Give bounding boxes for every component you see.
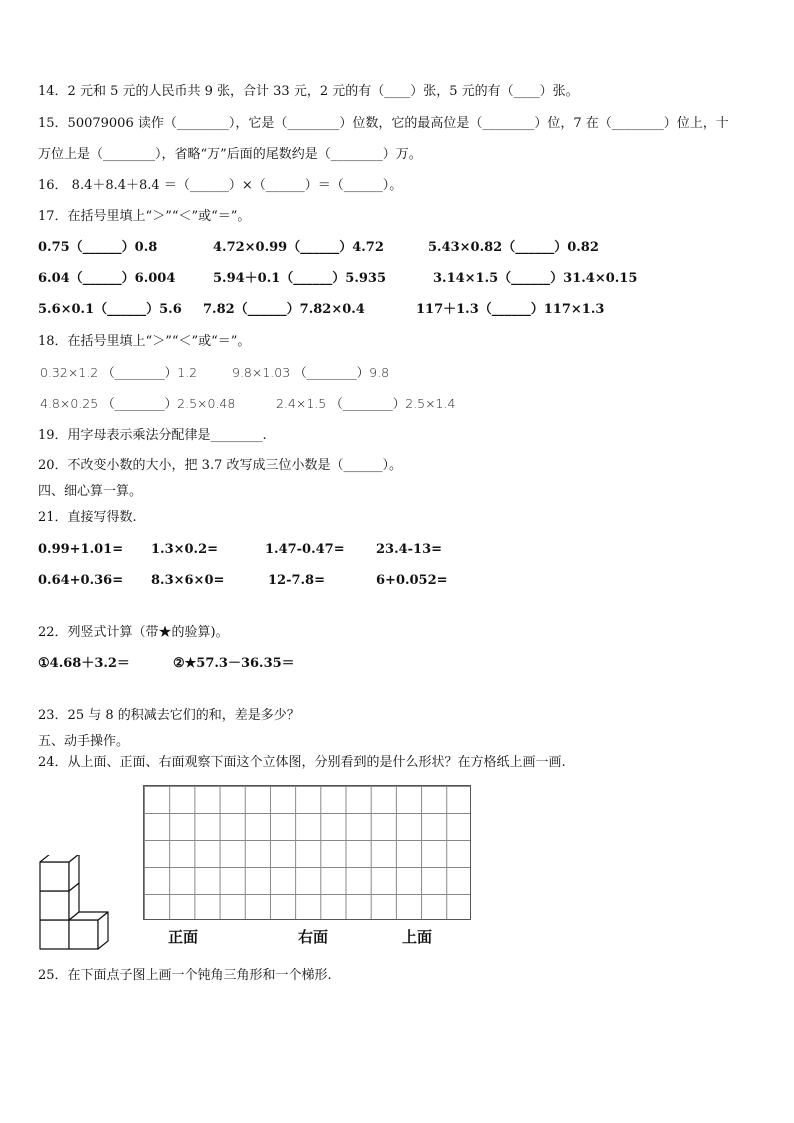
- question-14: 14．2 元和 5 元的人民币共 9 张，合计 33 元，2 元的有（____）张，5 元的有（____）张。: [38, 84, 579, 99]
- square-grid-paper[interactable]: [143, 785, 471, 920]
- q21-item: 1.3×0.2=: [151, 542, 219, 557]
- q17-item: 3.14×1.5（______）31.4×0.15: [433, 271, 638, 286]
- q18-item: 9.8×1.03 （________）9.8: [232, 365, 390, 380]
- question-25: 25．在下面点子图上画一个钝角三角形和一个梯形.: [38, 968, 332, 983]
- question-20: 20．不改变小数的大小，把 3.7 改写成三位小数是（______）。: [38, 458, 402, 473]
- label-top-view: 上面: [402, 928, 433, 946]
- cube-stack-figure: [38, 855, 112, 951]
- question-24: 24．从上面、正面、右面观察下面这个立体图，分别看到的是什么形状？在方格纸上画一画.: [38, 755, 566, 770]
- q22-item: ①4.68＋3.2＝: [38, 656, 130, 671]
- q18-item: 4.8×0.25 （________）2.5×0.48: [40, 396, 236, 411]
- q17-item: 5.94＋0.1（______）5.935: [213, 271, 386, 286]
- q21-item: 12-7.8=: [268, 573, 325, 588]
- q18-item: 0.32×1.2 （________）1.2: [40, 365, 198, 380]
- q18-item: 2.4×1.5 （________）2.5×1.4: [276, 396, 456, 411]
- q17-item: 117＋1.3（______）117×1.3: [416, 302, 605, 317]
- question-18: 18．在括号里填上“＞”“＜”或“＝”。: [38, 334, 251, 349]
- section-4-heading: 四、细心算一算。: [38, 484, 143, 499]
- q17-item: 7.82（______）7.82×0.4: [203, 302, 365, 317]
- question-21: 21．直接写得数.: [38, 510, 137, 525]
- question-16: 16． 8.4＋8.4＋8.4 ＝（______）×（______）＝（______）。: [38, 178, 403, 193]
- q17-item: 4.72×0.99（______）4.72: [213, 240, 384, 255]
- label-front-view: 正面: [168, 928, 199, 946]
- label-right-view: 右面: [298, 928, 329, 946]
- question-15-line1: 15．50079006 读作（________），它是（________）位数，它的最高位是（________）位，7 在（________）位上，十: [38, 116, 729, 131]
- question-17: 17．在括号里填上“＞”“＜”或“＝”。: [38, 209, 251, 224]
- q21-item: 1.47-0.47=: [265, 542, 345, 557]
- section-5-heading: 五、动手操作。: [38, 734, 130, 749]
- q17-item: 6.04（______）6.004: [38, 271, 176, 286]
- q21-item: 6+0.052=: [376, 573, 448, 588]
- question-19: 19．用字母表示乘法分配律是________.: [38, 428, 267, 443]
- q21-item: 0.99+1.01=: [38, 542, 124, 557]
- q22-item: ②★57.3－36.35＝: [173, 656, 295, 671]
- q21-item: 0.64+0.36=: [38, 573, 124, 588]
- q17-item: 0.75（______）0.8: [38, 240, 158, 255]
- q17-item: 5.43×0.82（______）0.82: [428, 240, 599, 255]
- question-22: 22．列竖式计算（带★的验算)。: [38, 625, 229, 640]
- q21-item: 23.4-13=: [376, 542, 443, 557]
- q21-item: 8.3×6×0=: [151, 573, 225, 588]
- question-23: 23．25 与 8 的积减去它们的和，差是多少？: [38, 708, 300, 723]
- question-15-line2: 万位上是（________），省略“万”后面的尾数约是（________）万。: [38, 147, 422, 162]
- q17-item: 5.6×0.1（______）5.6: [38, 302, 182, 317]
